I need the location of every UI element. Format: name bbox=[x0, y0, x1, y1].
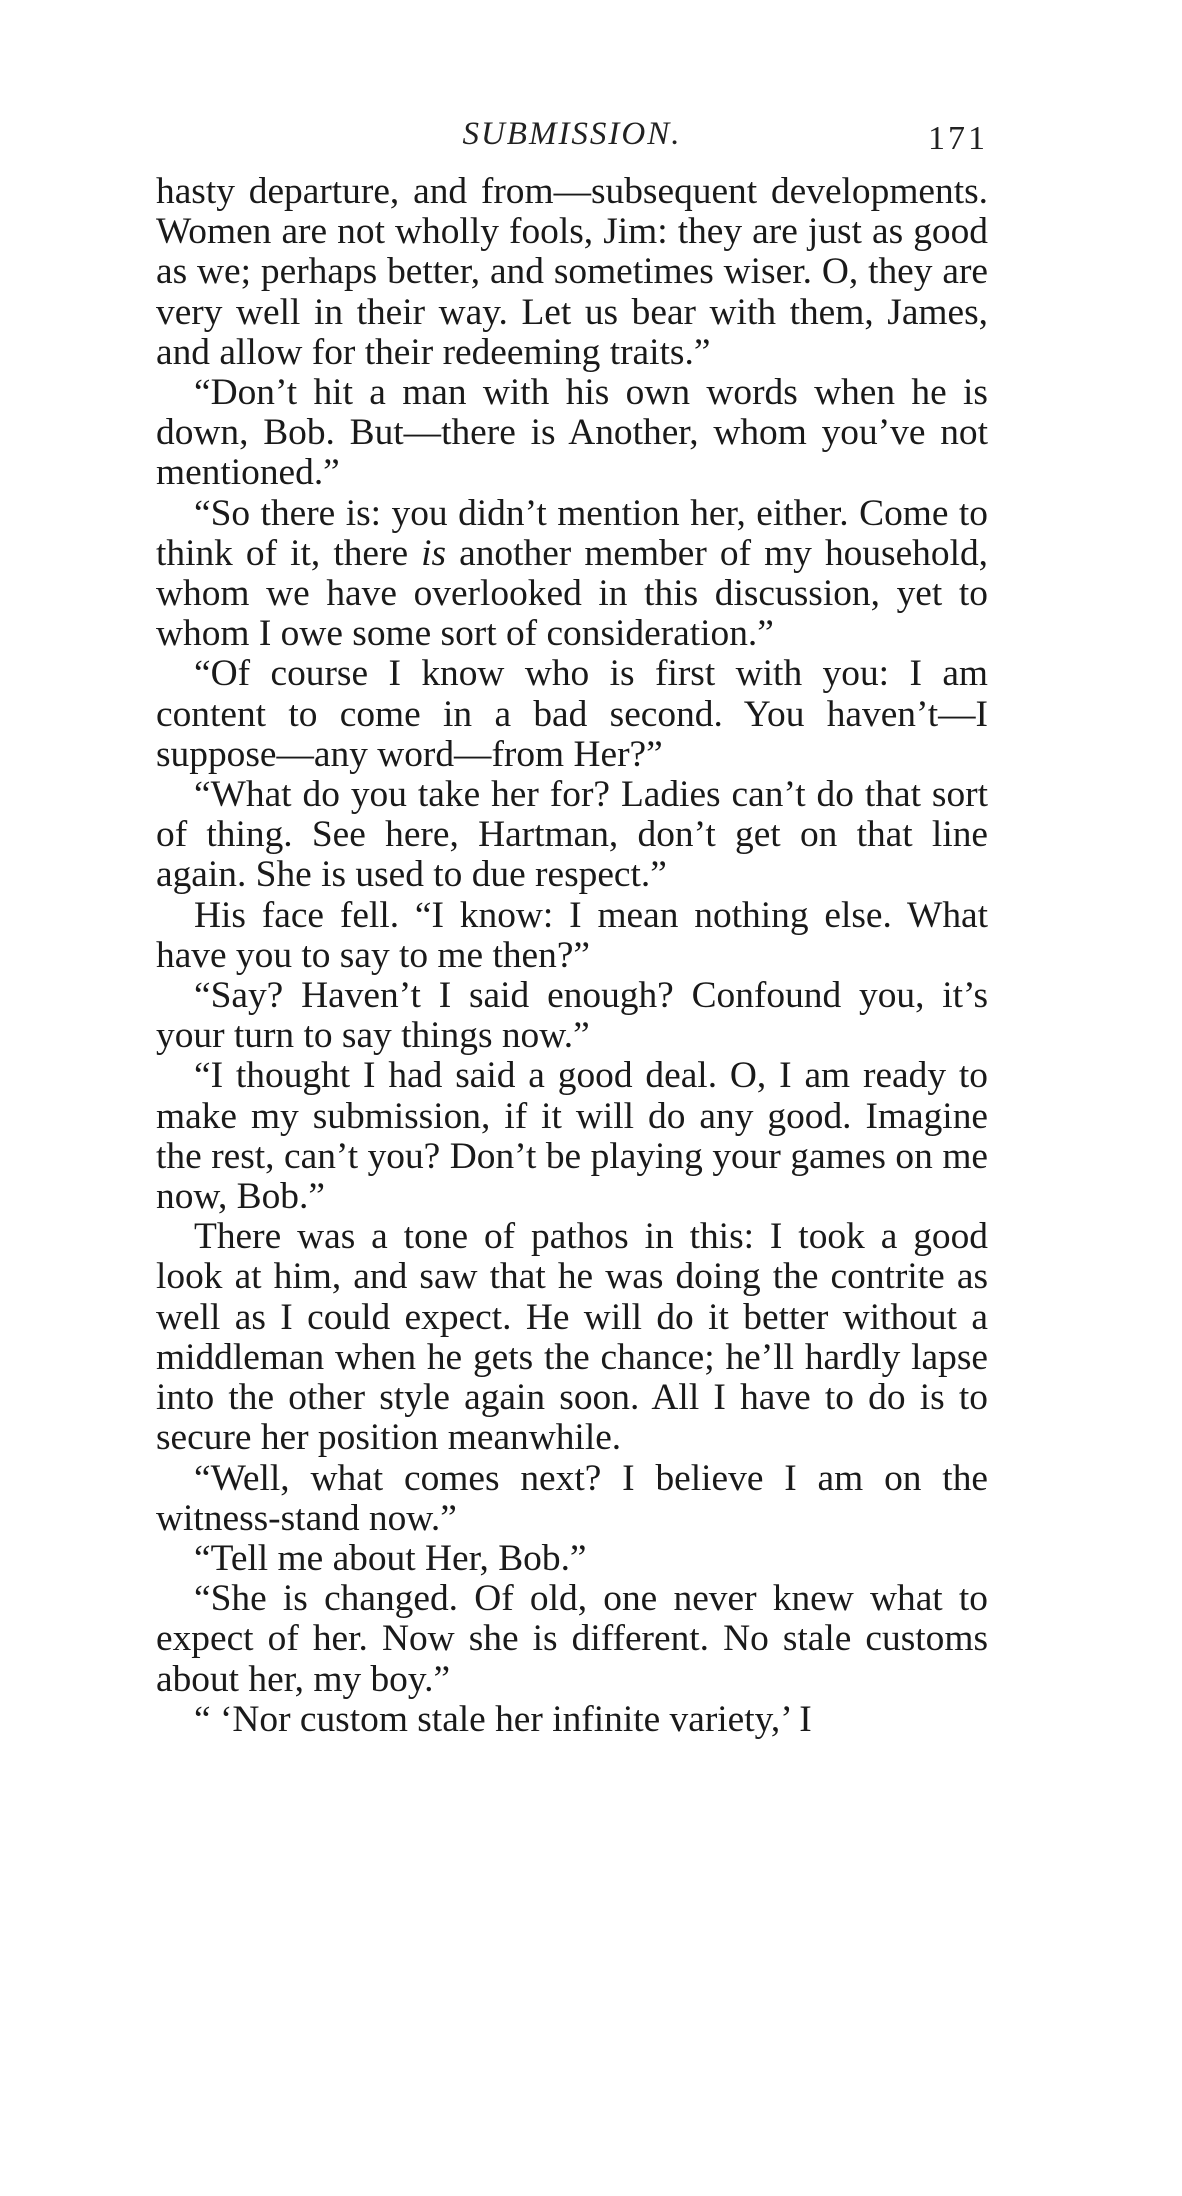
running-title: SUBMISSION. bbox=[462, 116, 682, 152]
book-page bbox=[156, 112, 988, 1740]
paragraph: “Of course I know who is first with you: I am content to come in a bad second. You haven’t—I suppose—any word—from Her?” bbox=[156, 653, 988, 775]
paragraph-text: “So there is: you didn’t mention her, either. Come to think of it, there bbox=[156, 492, 988, 574]
paragraph bbox=[156, 494, 988, 655]
paragraph: His face fell. “I know: I mean nothing else. What have you to say to me then?” bbox=[156, 894, 988, 976]
body-text bbox=[156, 172, 988, 1740]
italic-word: is bbox=[421, 532, 447, 574]
paragraph: “I thought I had said a good deal. O, I am ready to make my submission, if it will do any good. Imagine the rest, can’t you? Don’t be playing your games on me now, Bob.” bbox=[156, 1055, 988, 1218]
paragraph: “Tell me about Her, Bob.” bbox=[194, 1537, 587, 1579]
paragraph: “Well, what comes next? I believe I am on the witness-stand now.” bbox=[156, 1457, 988, 1539]
paragraph: There was a tone of pathos in this: I took a good look at him, and saw that he was doing the contrite as well as I could expect. He will do it better without a middleman when he gets the chance; he’ll hardly lapse into the other style again soon. All I have to do is to secure her position meanwhile. bbox=[156, 1216, 988, 1459]
paragraph-text: another member of my household, whom we have overlooked in this discussion, yet to whom I owe some sort of consideration.” bbox=[156, 532, 988, 655]
paragraph: “Don’t hit a man with his own words when he is down, Bob. But—there is Another, whom you’ve not mentioned.” bbox=[156, 372, 988, 494]
paragraph: “What do you take her for? Ladies can’t do that sort of thing. See here, Hartman, don’t get on that line again. She is used to due respect.” bbox=[156, 774, 988, 896]
paragraph: “Say? Haven’t I said enough? Confound you, it’s your turn to say things now.” bbox=[156, 975, 988, 1057]
paragraph: “ ‘Nor custom stale her infinite variety,’ I bbox=[194, 1698, 812, 1740]
running-head bbox=[156, 112, 988, 172]
paragraph: “She is changed. Of old, one never knew what to expect of her. Now she is different. No stale customs about her, my boy.” bbox=[156, 1578, 988, 1700]
page-number: 171 bbox=[928, 120, 988, 157]
paragraph: hasty departure, and from—subsequent developments. Women are not wholly fools, Jim: they are just as good as we; perhaps better, and sometimes wiser. O, they are very well in their way. Let us bear with them, James, and allow for their redeeming traits.” bbox=[156, 171, 988, 373]
